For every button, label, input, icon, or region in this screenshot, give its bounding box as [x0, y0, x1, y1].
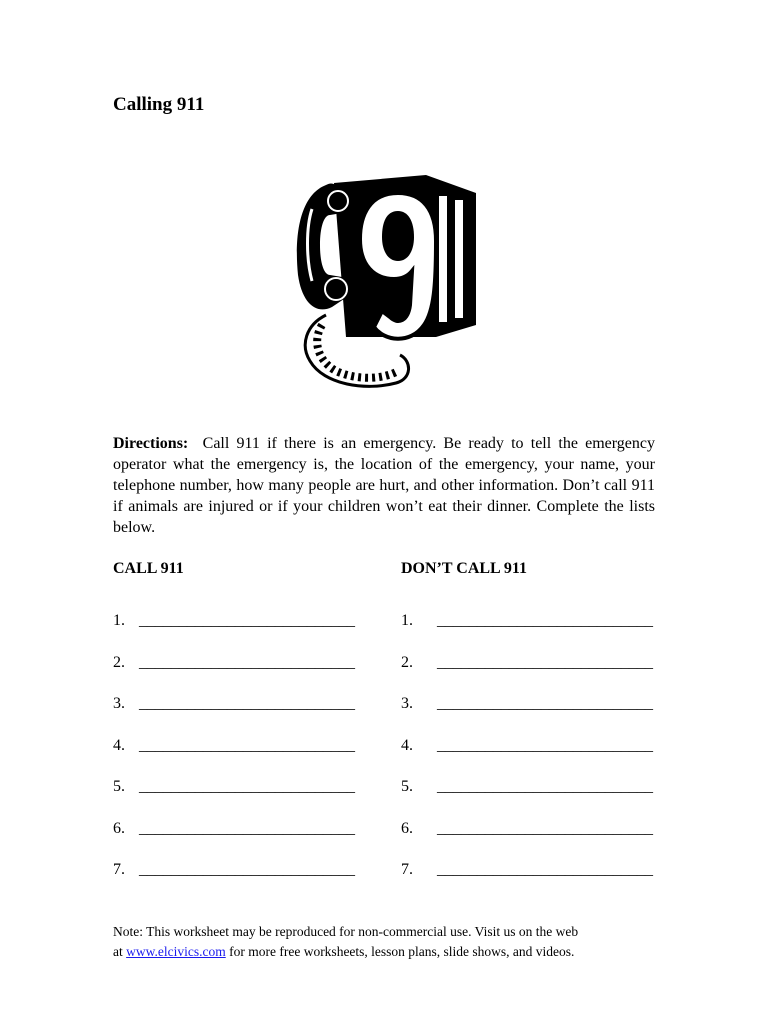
directions-label: Directions:: [113, 435, 189, 452]
note-line-1: Note: This worksheet may be reproduced for non-commercial use. Visit us on the web: [113, 924, 579, 939]
answer-blank[interactable]: ___________________________: [437, 612, 653, 629]
item-number: 3.: [113, 695, 125, 712]
item-number: 6.: [401, 819, 413, 837]
elcivics-link[interactable]: www.elcivics.com: [126, 944, 226, 959]
answer-blank[interactable]: ___________________________: [437, 861, 653, 878]
answer-blank[interactable]: ___________________________: [437, 778, 653, 795]
answer-blank[interactable]: ___________________________: [139, 819, 355, 837]
item-number: 3.: [401, 695, 413, 712]
list-item[interactable]: [113, 861, 355, 903]
item-number: 5.: [401, 778, 413, 795]
list-item[interactable]: [113, 695, 355, 737]
item-number: 7.: [401, 861, 413, 878]
answer-blank[interactable]: ___________________________: [139, 653, 355, 671]
answer-blank[interactable]: ___________________________: [437, 695, 653, 712]
call-911-list: [113, 612, 355, 903]
list-item[interactable]: [401, 861, 653, 903]
item-number: 2.: [113, 653, 125, 671]
note-prefix: at: [113, 944, 127, 959]
list-item[interactable]: [113, 737, 355, 779]
directions-text: Call 911 if there is an emergency. Be ready to tell the emergency operator what the emergency is, the location of the emergency, your name, your telephone number, how many people are hurt, and other information. Don’t call 911 if animals are injured or if your children won’t eat their dinner. Complete the lists below.: [113, 435, 656, 536]
dont-call-911-list: [401, 612, 653, 903]
list-item[interactable]: [401, 737, 653, 779]
item-number: 1.: [401, 612, 413, 629]
list-item[interactable]: [401, 820, 653, 862]
answer-blank[interactable]: ___________________________: [139, 695, 355, 712]
item-number: 1.: [113, 612, 125, 629]
list-item[interactable]: [401, 654, 653, 696]
list-item[interactable]: [113, 612, 355, 654]
answer-blank[interactable]: ___________________________: [139, 736, 355, 754]
list-item[interactable]: [401, 695, 653, 737]
list-item[interactable]: [401, 612, 653, 654]
answer-blank[interactable]: ___________________________: [139, 778, 355, 795]
answer-blank[interactable]: ___________________________: [139, 612, 355, 629]
dont-call-911-heading: DON’T CALL 911: [401, 560, 527, 577]
item-number: 5.: [113, 778, 125, 795]
item-number: 2.: [401, 653, 413, 671]
answer-blank[interactable]: ___________________________: [139, 861, 355, 878]
call-911-heading: CALL 911: [113, 560, 184, 577]
answer-blank[interactable]: ___________________________: [437, 736, 653, 754]
911-telephone-icon: [286, 165, 482, 397]
list-item[interactable]: [113, 654, 355, 696]
page-title: Calling 911: [113, 94, 205, 115]
directions-paragraph: [113, 433, 655, 538]
item-number: 6.: [113, 819, 125, 837]
list-item[interactable]: [113, 820, 355, 862]
list-item[interactable]: [113, 778, 355, 820]
item-number: 4.: [113, 736, 125, 754]
footer-note: [113, 922, 673, 962]
answer-blank[interactable]: ___________________________: [437, 653, 653, 671]
list-item[interactable]: [401, 778, 653, 820]
answer-blank[interactable]: ___________________________: [437, 819, 653, 837]
item-number: 4.: [401, 736, 413, 754]
item-number: 7.: [113, 861, 125, 878]
note-suffix: for more free worksheets, lesson plans, slide shows, and videos.: [225, 944, 575, 959]
